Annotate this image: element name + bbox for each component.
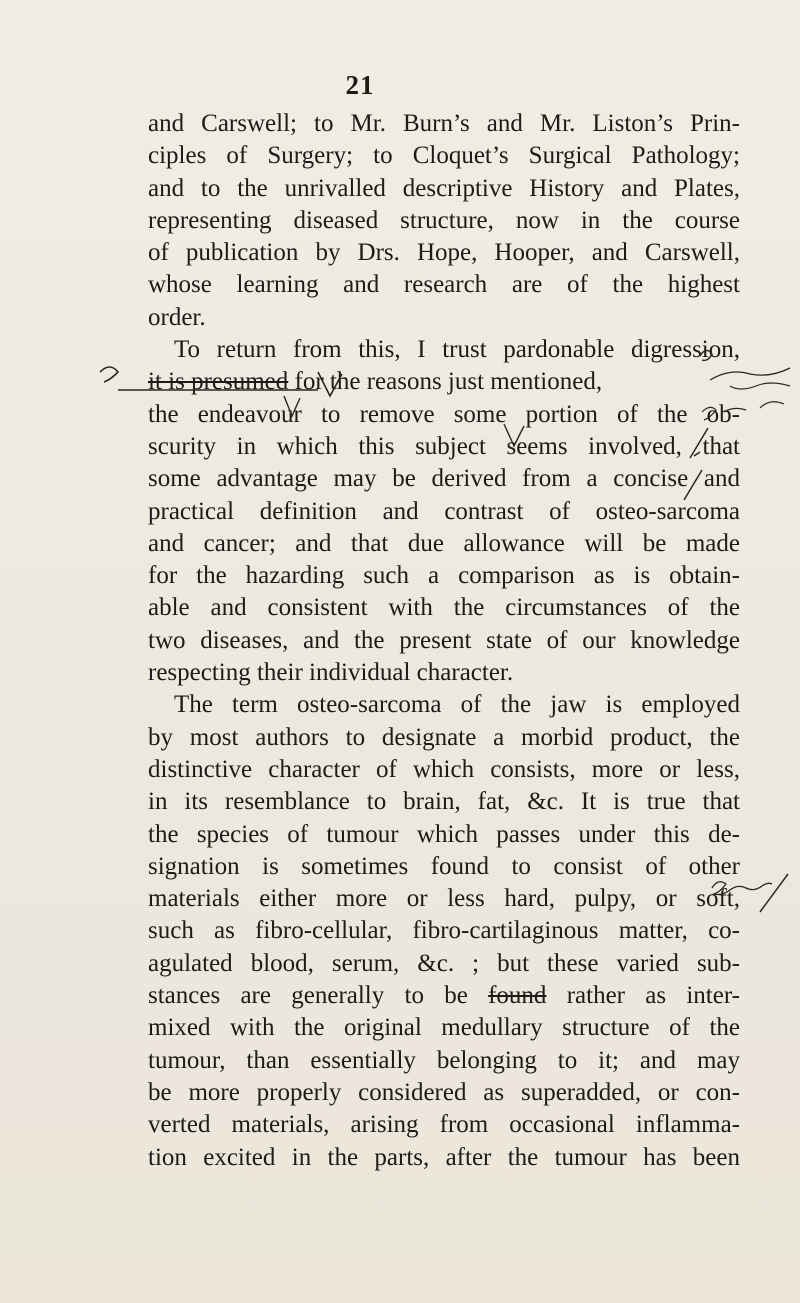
text-line: by most authors to designate a morbid product, the xyxy=(148,723,740,751)
text-fragment: rather as inter- xyxy=(546,982,740,1010)
text-line: The term osteo-sarcoma of the jaw is employed xyxy=(174,691,740,719)
struck-word: found xyxy=(488,982,547,1010)
text-line: ciples of Surgery; to Cloquet’s Surgical Pathology; xyxy=(148,142,740,170)
text-line: such as fibro-cellular, fibro-cartilaginous matter, co- xyxy=(148,917,740,945)
text-line: distinctive character of which consists, more or less, xyxy=(148,755,740,783)
text-line: signation is sometimes found to consist of other xyxy=(148,852,740,880)
text-line-annotated xyxy=(148,980,740,1012)
text-line: verted materials, arising from occasional inflamma- xyxy=(148,1111,740,1139)
text-line: two diseases, and the present state of our knowledge xyxy=(148,626,740,654)
body-text xyxy=(148,108,740,1174)
text-line: mixed with the original medullary structure of the xyxy=(148,1014,740,1042)
text-line-annotated xyxy=(148,366,740,398)
text-line: of publication by Drs. Hope, Hooper, and Carswell, xyxy=(148,239,740,267)
left-margin-caret xyxy=(100,367,118,382)
text-line: practical definition and contrast of osteo-sarcoma xyxy=(148,497,740,525)
text-line: and to the unrivalled descriptive History and Plates, xyxy=(148,174,740,202)
text-line: representing diseased structure, now in the course xyxy=(148,206,740,234)
text-line: in its resemblance to brain, fat, &c. It is true that xyxy=(148,788,740,816)
text-line: for the hazarding such a comparison as is obtain- xyxy=(148,562,740,590)
text-line: and Carswell; to Mr. Burn’s and Mr. Liston’s Prin- xyxy=(148,110,740,137)
struck-phrase: it is presumed xyxy=(148,368,289,396)
text-fragment: stances are generally to be xyxy=(148,982,489,1010)
text-line: able and consistent with the circumstances of the xyxy=(148,594,740,622)
text-line: scurity in which this subject seems involved, that xyxy=(148,432,740,460)
text-line: tion excited in the parts, after the tumour has been xyxy=(148,1143,740,1171)
page-number: 21 xyxy=(345,70,375,100)
text-line: order. xyxy=(148,303,206,331)
text-line: the endeavour to remove some portion of the ob- xyxy=(148,400,740,428)
text-line: the species of tumour which passes under this de- xyxy=(148,820,740,848)
text-line: respecting their individual character. xyxy=(148,659,514,687)
text-line: tumour, than essentially belonging to it; and may xyxy=(148,1046,740,1074)
text-line: whose learning and research are of the highest xyxy=(148,271,740,299)
text-line: materials either more or less hard, pulpy, or soft, xyxy=(148,885,740,913)
text-line: and cancer; and that due allowance will be made xyxy=(148,529,740,557)
text-line: To return from this, I trust pardonable digression, xyxy=(174,336,740,364)
text-line: be more properly considered as superadded, or con- xyxy=(148,1078,740,1106)
right-margin-slash-3 xyxy=(760,874,788,912)
text-line: some advantage may be derived from a concise and xyxy=(148,465,740,493)
text-fragment: for the reasons just mentioned, xyxy=(288,368,603,396)
text-line: agulated blood, serum, &c. ; but these varied sub- xyxy=(148,949,740,977)
